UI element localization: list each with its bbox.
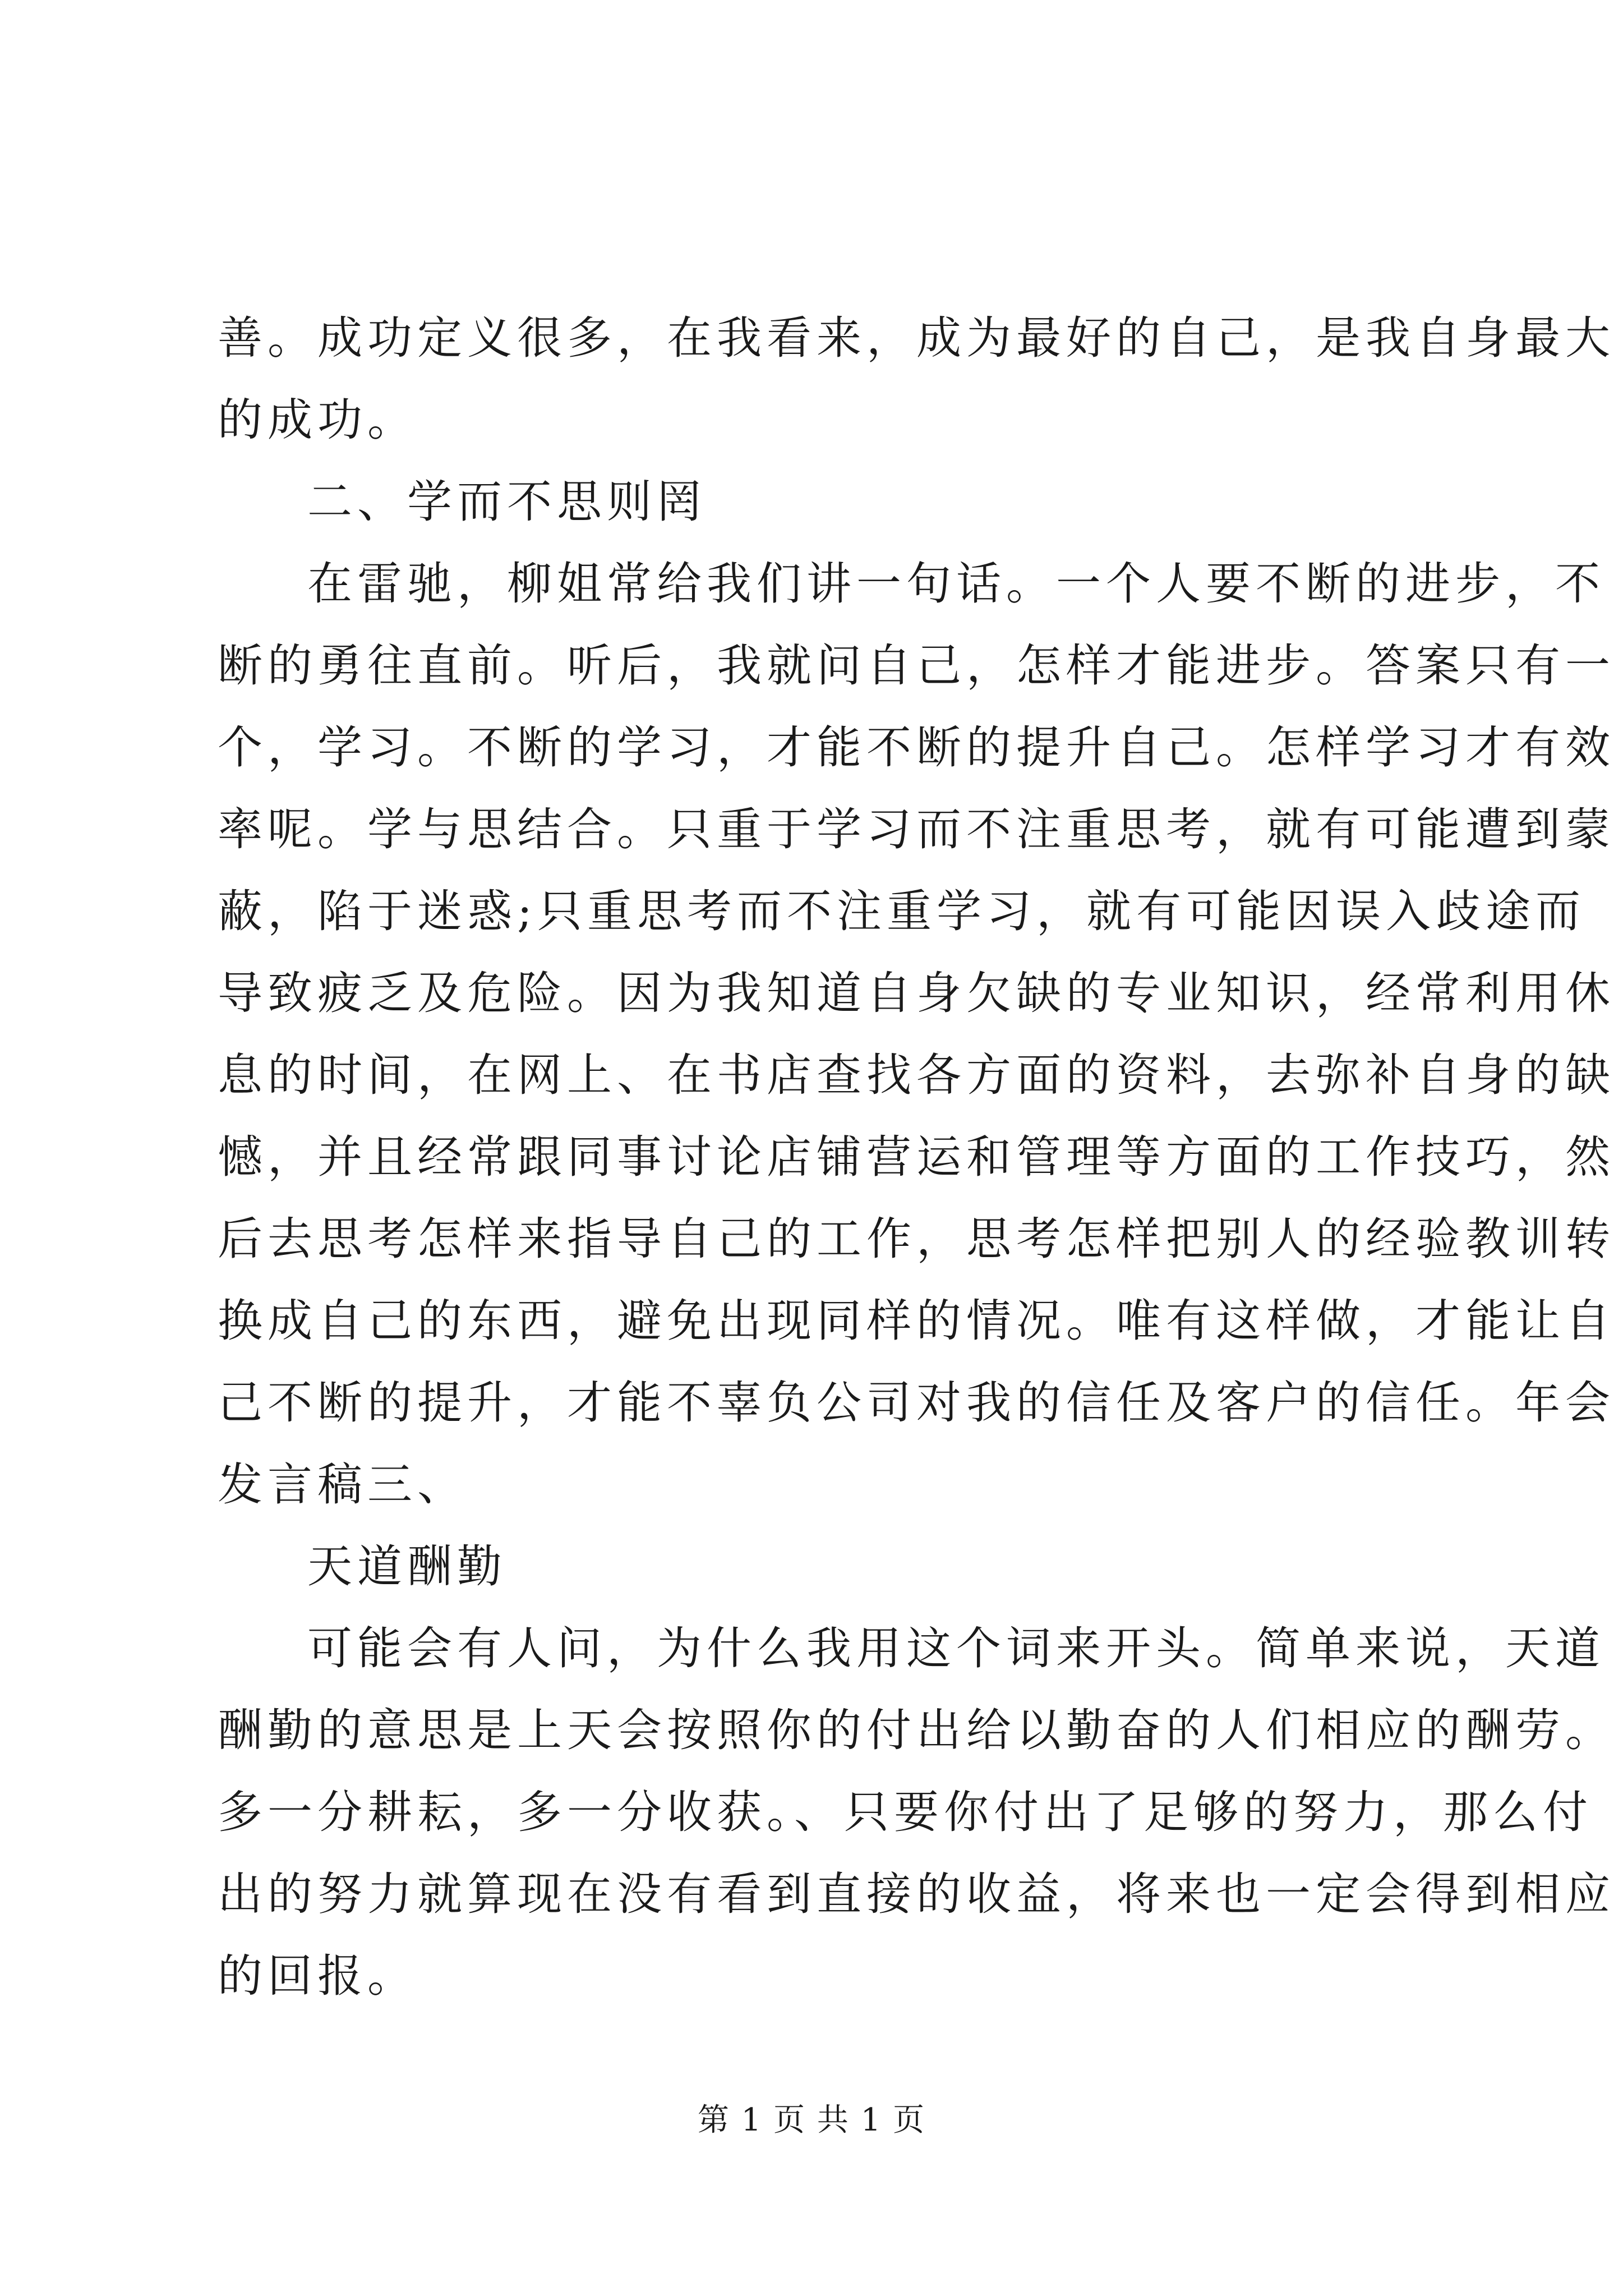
text-line: 己不断的提升，才能不辜负公司对我的信任及客户的信任。年会 xyxy=(218,1377,1615,1429)
text-line: 率呢。学与思结合。只重于学习而不注重思考，就有可能遭到蒙 xyxy=(218,803,1615,855)
text-line: 的成功。 xyxy=(218,394,417,446)
text-line: 的回报。 xyxy=(218,1950,417,2002)
page-number-footer: 第 1 页 共 1 页 xyxy=(697,2102,926,2138)
text-line: 善。成功定义很多，在我看来，成为最好的自己，是我自身最大 xyxy=(218,312,1615,364)
text-line: 断的勇往直前。听后，我就问自己，怎样才能进步。答案只有一 xyxy=(218,639,1615,692)
text-line: 可能会有人问，为什么我用这个词来开头。简单来说，天道 xyxy=(307,1622,1605,1674)
text-line: 换成自己的东西，避免出现同样的情况。唯有这样做，才能让自 xyxy=(218,1295,1615,1347)
text-line: 发言稿三、 xyxy=(218,1458,467,1511)
section-heading: 二、学而不思则罔 xyxy=(307,476,707,528)
text-line: 在雷驰，柳姐常给我们讲一句话。一个人要不断的进步，不 xyxy=(307,558,1605,610)
section-heading: 天道酬勤 xyxy=(307,1540,507,1593)
text-line: 憾，并且经常跟同事讨论店铺营运和管理等方面的工作技巧，然 xyxy=(218,1131,1615,1183)
text-line: 多一分耕耘，多一分收获。、只要你付出了足够的努力，那么付 xyxy=(218,1786,1593,1838)
document-body xyxy=(218,297,1615,2017)
text-line: 出的努力就算现在没有看到直接的收益，将来也一定会得到相应 xyxy=(218,1868,1615,1920)
text-line: 息的时间，在网上、在书店查找各方面的资料，去弥补自身的缺 xyxy=(218,1049,1615,1101)
text-line: 后去思考怎样来指导自己的工作，思考怎样把别人的经验教训转 xyxy=(218,1213,1615,1265)
text-line: 蔽，陷于迷惑;只重思考而不注重学习，就有可能因误入歧途而 xyxy=(218,885,1585,937)
text-line: 个，学习。不断的学习，才能不断的提升自己。怎样学习才有效 xyxy=(218,721,1615,774)
text-line: 酬勤的意思是上天会按照你的付出给以勤奋的人们相应的酬劳。 xyxy=(218,1704,1615,1756)
text-line: 导致疲乏及危险。因为我知道自身欠缺的专业知识，经常利用休 xyxy=(218,967,1615,1019)
